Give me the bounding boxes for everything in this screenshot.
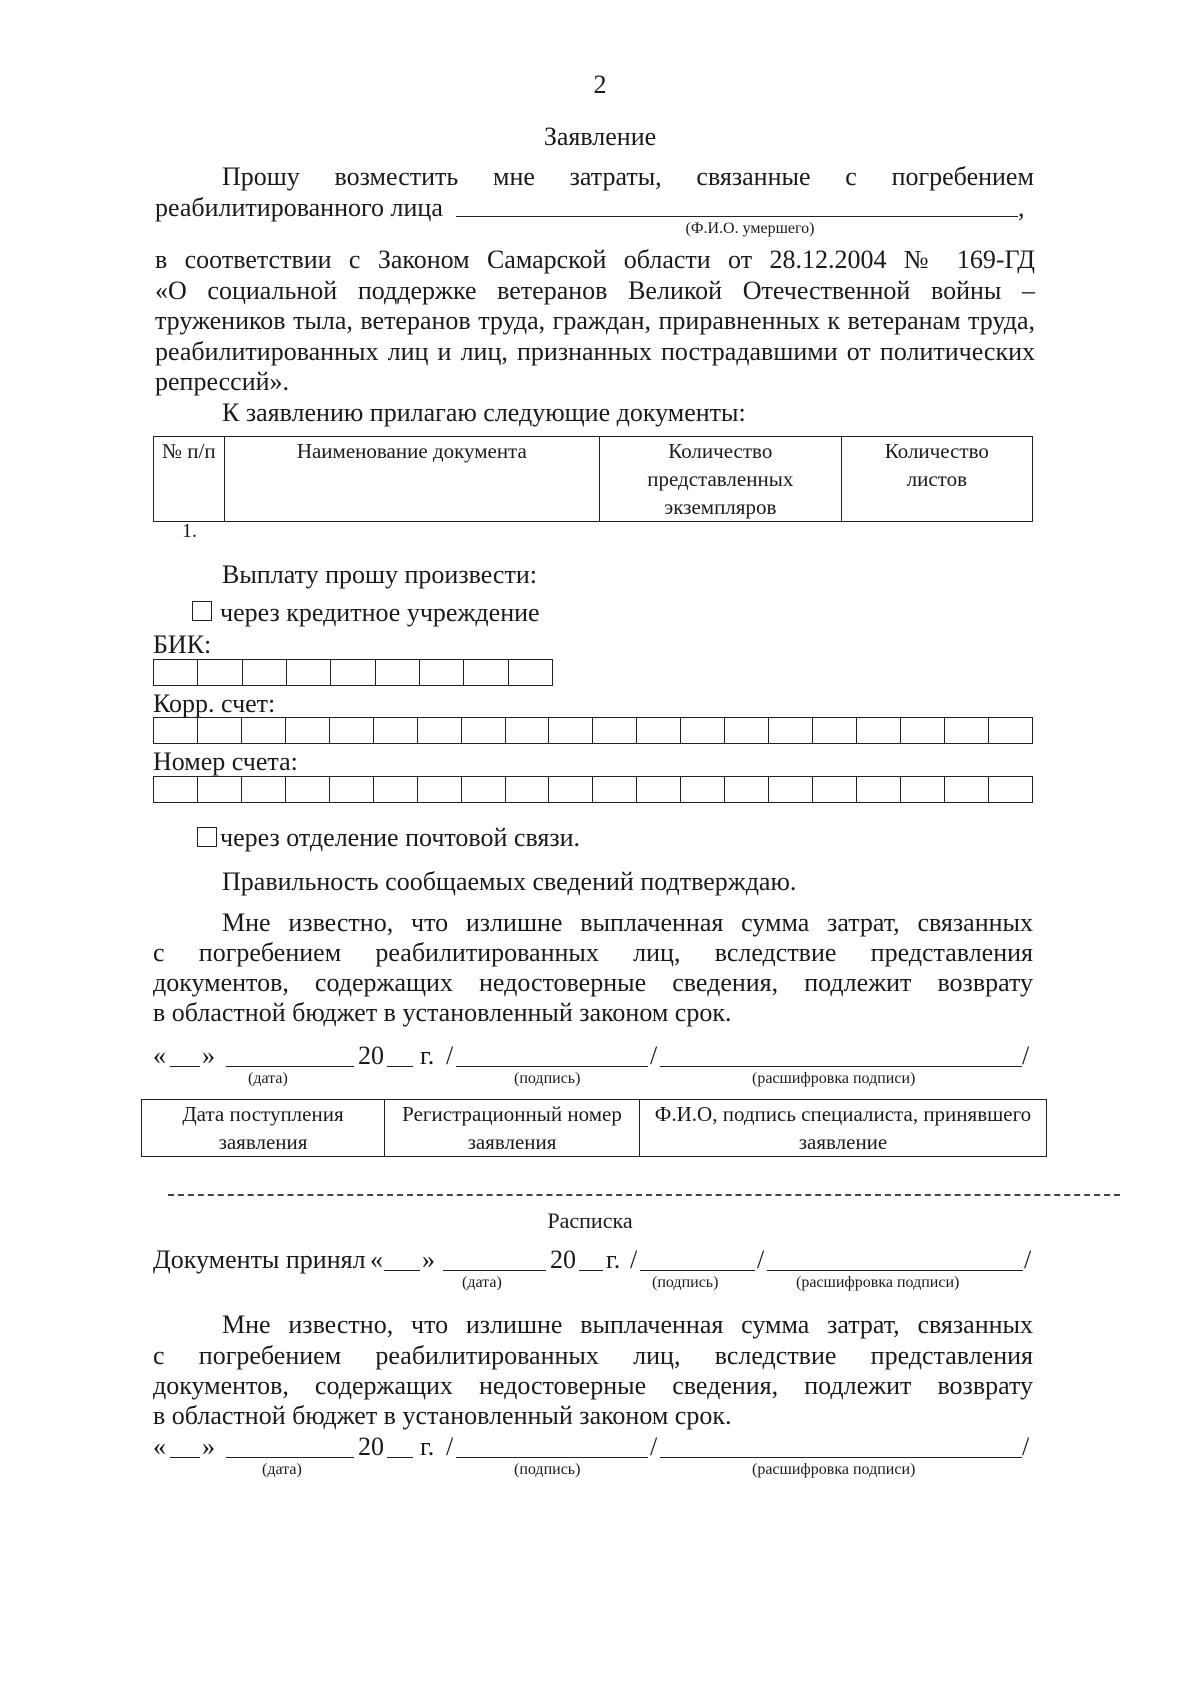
account-digit[interactable]: [944, 777, 988, 803]
intro-word: связанные: [696, 162, 811, 191]
intro-word: мне: [492, 162, 535, 191]
corr-digit[interactable]: [329, 718, 373, 744]
corr-digit[interactable]: [725, 718, 769, 744]
account-number-label: Номер счета:: [153, 747, 298, 776]
sig3-slash-1: /: [446, 1432, 454, 1461]
account-digit[interactable]: [505, 777, 549, 803]
sig3-slash-3: /: [1022, 1432, 1030, 1461]
sig2-slash-1: /: [630, 1245, 638, 1274]
corr-digit[interactable]: [285, 718, 329, 744]
notice-1-line-1: Мне известно, что излишне выплаченная сумма затрат, связанных: [222, 908, 1033, 937]
sig2-caption-sign: (подпись): [652, 1274, 719, 1291]
docs-header-name: Наименование документа: [224, 437, 599, 522]
sig2-year: 20: [550, 1245, 576, 1274]
corr-digit[interactable]: [417, 718, 461, 744]
reg-header-date: Дата поступления заявления: [142, 1100, 385, 1157]
account-digit[interactable]: [197, 777, 241, 803]
sig1-year-suffix: г.: [420, 1041, 435, 1070]
docs-header-copies: Количество представленных экземпляров: [599, 437, 841, 522]
docs-row-number: 1.: [182, 520, 197, 542]
page-title: Заявление: [543, 122, 657, 151]
account-digit[interactable]: [900, 777, 944, 803]
bik-digit[interactable]: [242, 660, 286, 686]
sig3-year: 20: [358, 1432, 384, 1461]
corr-digit[interactable]: [900, 718, 944, 744]
cut-line: [168, 1194, 1120, 1196]
sig1-month-line[interactable]: [226, 1066, 354, 1067]
reg-header-number: Регистрационный номер заявления: [385, 1100, 640, 1157]
account-digit[interactable]: [285, 777, 329, 803]
notice-2-line-3: документов, содержащих недостоверные сведения, подлежит возврату: [153, 1371, 1033, 1400]
sig1-day-line[interactable]: [170, 1066, 200, 1067]
corr-digit[interactable]: [681, 718, 725, 744]
payment-intro: Выплату прошу произвести:: [222, 560, 537, 589]
account-digit[interactable]: [988, 777, 1032, 803]
sig3-day-line[interactable]: [170, 1457, 200, 1458]
sig1-caption-date: (дата): [248, 1070, 288, 1087]
intro-line-2-comma: ,: [1018, 193, 1025, 222]
bik-label: БИК:: [153, 630, 212, 659]
sig2-signature-line[interactable]: [640, 1270, 755, 1271]
docs-header-number: № п/п: [154, 437, 225, 522]
sig2-caption-decode: (расшифровка подписи): [796, 1274, 960, 1291]
sig3-slash-2: /: [650, 1432, 658, 1461]
corr-digit[interactable]: [637, 718, 681, 744]
account-digit[interactable]: [725, 777, 769, 803]
sig2-year-suffix: г.: [606, 1245, 621, 1274]
sig3-signature-line[interactable]: [456, 1457, 648, 1458]
post-option-label: через отделение почтовой связи.: [220, 823, 581, 852]
bank-option-label: через кредитное учреждение: [220, 598, 540, 627]
law-line-2: «О социальной поддержке ветеранов Великой Отечественной войны –: [155, 276, 1035, 305]
corr-digit[interactable]: [154, 718, 198, 744]
corr-digit[interactable]: [549, 718, 593, 744]
notice-1-line-2: с погребением реабилитированных лиц, вследствие представления: [153, 938, 1033, 967]
sig2-day-line[interactable]: [384, 1270, 420, 1271]
sig3-month-line[interactable]: [226, 1457, 354, 1458]
sig1-quote-close: »: [202, 1041, 215, 1070]
sig2-decode-line[interactable]: [767, 1270, 1023, 1271]
sig2-month-line[interactable]: [443, 1270, 546, 1271]
sig3-caption-date: (дата): [262, 1461, 302, 1478]
account-digit[interactable]: [857, 777, 901, 803]
bik-digit[interactable]: [154, 660, 198, 686]
law-line-4: реабилитированных лиц и лиц, признанных пострадавшими от политических: [155, 337, 1035, 366]
corr-digit[interactable]: [857, 718, 901, 744]
account-digit[interactable]: [417, 777, 461, 803]
account-digit[interactable]: [769, 777, 813, 803]
sig1-slash-3: /: [1022, 1041, 1030, 1070]
attachments-intro: К заявлению прилагаю следующие документы:: [222, 398, 746, 427]
bik-digit[interactable]: [286, 660, 330, 686]
account-digit[interactable]: [681, 777, 725, 803]
sig1-quote-open: «: [153, 1041, 166, 1070]
intro-line-2-label: реабилитированного лица: [155, 193, 443, 222]
sig2-caption-date: (дата): [462, 1274, 502, 1291]
sig1-decode-line[interactable]: [660, 1066, 1022, 1067]
bik-digit[interactable]: [464, 660, 508, 686]
account-digit[interactable]: [373, 777, 417, 803]
bank-option-checkbox[interactable]: [192, 601, 212, 621]
account-digit[interactable]: [637, 777, 681, 803]
deceased-name-line[interactable]: [456, 216, 1018, 217]
corr-digit[interactable]: [988, 718, 1032, 744]
bik-digit[interactable]: [198, 660, 242, 686]
caption-deceased: (Ф.И.О. умершего): [685, 220, 815, 237]
registration-table: [141, 1099, 1047, 1157]
sig2-slash-2: /: [757, 1245, 765, 1274]
sig1-year-line[interactable]: [387, 1066, 413, 1067]
law-line-1: в соответствии с Законом Самарской области от 28.12.2004 № 169-ГД: [155, 245, 1035, 274]
bik-digit[interactable]: [508, 660, 552, 686]
intro-word: возместить: [334, 162, 459, 191]
sig3-caption-decode: (расшифровка подписи): [752, 1461, 916, 1478]
post-option-checkbox[interactable]: [197, 827, 217, 847]
corr-digit[interactable]: [373, 718, 417, 744]
sig3-decode-line[interactable]: [660, 1457, 1022, 1458]
sig1-caption-sign: (подпись): [514, 1070, 581, 1087]
notice-2-line-4: в областной бюджет в установленный законом срок.: [153, 1401, 732, 1430]
intro-word: затраты,: [569, 162, 662, 191]
sig1-slash-1: /: [446, 1041, 454, 1070]
sig2-quote-open: «: [370, 1245, 383, 1274]
corr-digit[interactable]: [769, 718, 813, 744]
sig3-year-line[interactable]: [387, 1457, 413, 1458]
documents-table: [153, 436, 1033, 522]
account-digit[interactable]: [154, 777, 198, 803]
docs-header-sheets: Количество листов: [841, 437, 1032, 522]
account-number-boxes[interactable]: [153, 776, 1033, 803]
corr-account-label: Корр. счет:: [153, 689, 276, 718]
bik-digit[interactable]: [419, 660, 463, 686]
corr-digit[interactable]: [813, 718, 857, 744]
corr-digit[interactable]: [593, 718, 637, 744]
intro-word: с: [845, 162, 857, 191]
sig1-signature-line[interactable]: [456, 1066, 648, 1067]
account-digit[interactable]: [593, 777, 637, 803]
sig3-quote-open: «: [153, 1432, 166, 1461]
receipt-accepted-label: Документы принял: [153, 1245, 366, 1274]
law-line-3: тружеников тыла, ветеранов труда, граждан, приравненных к ветеранам труда,: [155, 306, 1035, 335]
sig1-caption-decode: (расшифровка подписи): [752, 1070, 916, 1087]
intro-word: погребением: [891, 162, 1034, 191]
confirmation-text: Правильность сообщаемых сведений подтверждаю.: [222, 867, 797, 896]
sig3-quote-close: »: [202, 1432, 215, 1461]
receipt-title: Расписка: [547, 1208, 633, 1233]
sig3-caption-sign: (подпись): [514, 1461, 581, 1478]
law-line-5: репрессий».: [155, 367, 290, 396]
bik-digit[interactable]: [375, 660, 419, 686]
sig2-slash-3: /: [1024, 1245, 1032, 1274]
corr-account-boxes[interactable]: [153, 717, 1033, 744]
corr-digit[interactable]: [944, 718, 988, 744]
notice-2-line-1: Мне известно, что излишне выплаченная сумма затрат, связанных: [222, 1310, 1033, 1339]
corr-digit[interactable]: [461, 718, 505, 744]
intro-word: Прошу: [222, 162, 300, 191]
bik-boxes[interactable]: [153, 659, 553, 686]
intro-line-1: [222, 162, 1034, 192]
account-digit[interactable]: [241, 777, 285, 803]
reg-header-specialist: Ф.И.О, подпись специалиста, принявшего заявление: [640, 1100, 1047, 1157]
account-digit[interactable]: [461, 777, 505, 803]
sig3-year-suffix: г.: [420, 1432, 435, 1461]
bik-digit[interactable]: [331, 660, 375, 686]
corr-digit[interactable]: [241, 718, 285, 744]
account-digit[interactable]: [549, 777, 593, 803]
notice-2-line-2: с погребением реабилитированных лиц, вследствие представления: [153, 1341, 1033, 1370]
sig1-slash-2: /: [650, 1041, 658, 1070]
corr-digit[interactable]: [197, 718, 241, 744]
corr-digit[interactable]: [505, 718, 549, 744]
account-digit[interactable]: [813, 777, 857, 803]
page-number: 2: [593, 70, 607, 99]
notice-1-line-3: документов, содержащих недостоверные сведения, подлежит возврату: [153, 968, 1033, 997]
account-digit[interactable]: [329, 777, 373, 803]
sig1-year: 20: [358, 1041, 384, 1070]
notice-1-line-4: в областной бюджет в установленный законом срок.: [153, 998, 732, 1027]
sig2-quote-close: »: [422, 1245, 435, 1274]
sig2-year-line[interactable]: [579, 1270, 603, 1271]
